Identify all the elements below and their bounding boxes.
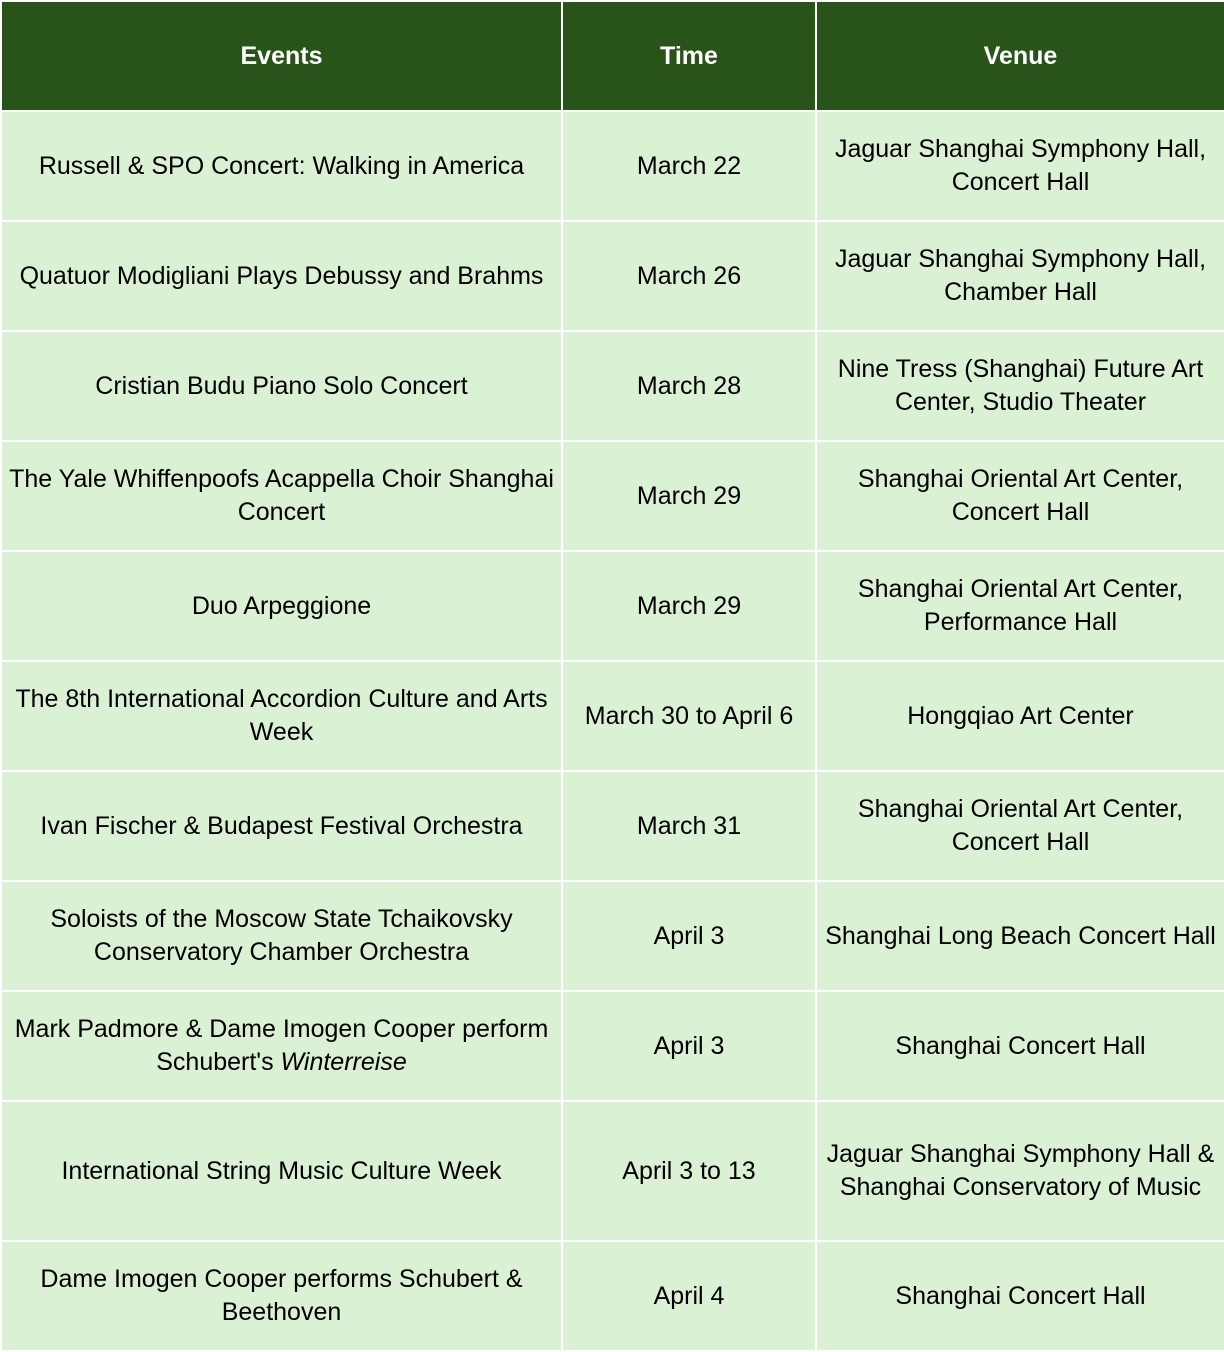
time-cell: April 4 [562,1241,816,1351]
time-cell: April 3 to 13 [562,1101,816,1241]
time-cell: March 29 [562,551,816,661]
venue-cell: Shanghai Oriental Art Center, Performance Hall [816,551,1224,661]
table-row [1,331,1224,441]
event-cell: Soloists of the Moscow State Tchaikovsky Conservatory Chamber Orchestra [1,881,562,991]
event-text: Mark Padmore & Dame Imogen Cooper perform Schubert's [14,1015,549,1076]
event-cell: The 8th International Accordion Culture and Arts Week [1,661,562,771]
venue-cell: Shanghai Oriental Art Center, Concert Hall [816,441,1224,551]
table-row [1,991,1224,1101]
column-header-time: Time [562,1,816,111]
table-row [1,881,1224,991]
event-cell: Dame Imogen Cooper performs Schubert & Beethoven [1,1241,562,1351]
time-cell: April 3 [562,881,816,991]
venue-cell: Jaguar Shanghai Symphony Hall & Shanghai Conservatory of Music [816,1101,1224,1241]
venue-cell: Shanghai Concert Hall [816,991,1224,1101]
table-row [1,551,1224,661]
time-cell: March 30 to April 6 [562,661,816,771]
event-work-title: Winterreise [280,1048,407,1076]
header-row [1,1,1224,111]
venue-cell: Shanghai Long Beach Concert Hall [816,881,1224,991]
column-header-venue: Venue [816,1,1224,111]
table-row [1,1101,1224,1241]
event-cell: International String Music Culture Week [1,1101,562,1241]
time-cell: March 31 [562,771,816,881]
venue-cell: Hongqiao Art Center [816,661,1224,771]
table-row [1,1241,1224,1351]
event-cell: Ivan Fischer & Budapest Festival Orchestra [1,771,562,881]
venue-cell: Shanghai Concert Hall [816,1241,1224,1351]
event-cell: Cristian Budu Piano Solo Concert [1,331,562,441]
table-row [1,661,1224,771]
table-row [1,771,1224,881]
column-header-events: Events [1,1,562,111]
event-cell: Duo Arpeggione [1,551,562,661]
venue-cell: Shanghai Oriental Art Center, Concert Hall [816,771,1224,881]
time-cell: March 29 [562,441,816,551]
venue-cell: Jaguar Shanghai Symphony Hall, Concert Hall [816,111,1224,221]
table-row [1,441,1224,551]
table-row [1,221,1224,331]
time-cell: March 26 [562,221,816,331]
event-cell: Quatuor Modigliani Plays Debussy and Brahms [1,221,562,331]
time-cell: April 3 [562,991,816,1101]
event-cell: Russell & SPO Concert: Walking in America [1,111,562,221]
table-row [1,111,1224,221]
time-cell: March 28 [562,331,816,441]
event-cell: The Yale Whiffenpoofs Acappella Choir Shanghai Concert [1,441,562,551]
event-cell [1,991,562,1101]
venue-cell: Jaguar Shanghai Symphony Hall, Chamber Hall [816,221,1224,331]
time-cell: March 22 [562,111,816,221]
venue-cell: Nine Tress (Shanghai) Future Art Center, Studio Theater [816,331,1224,441]
